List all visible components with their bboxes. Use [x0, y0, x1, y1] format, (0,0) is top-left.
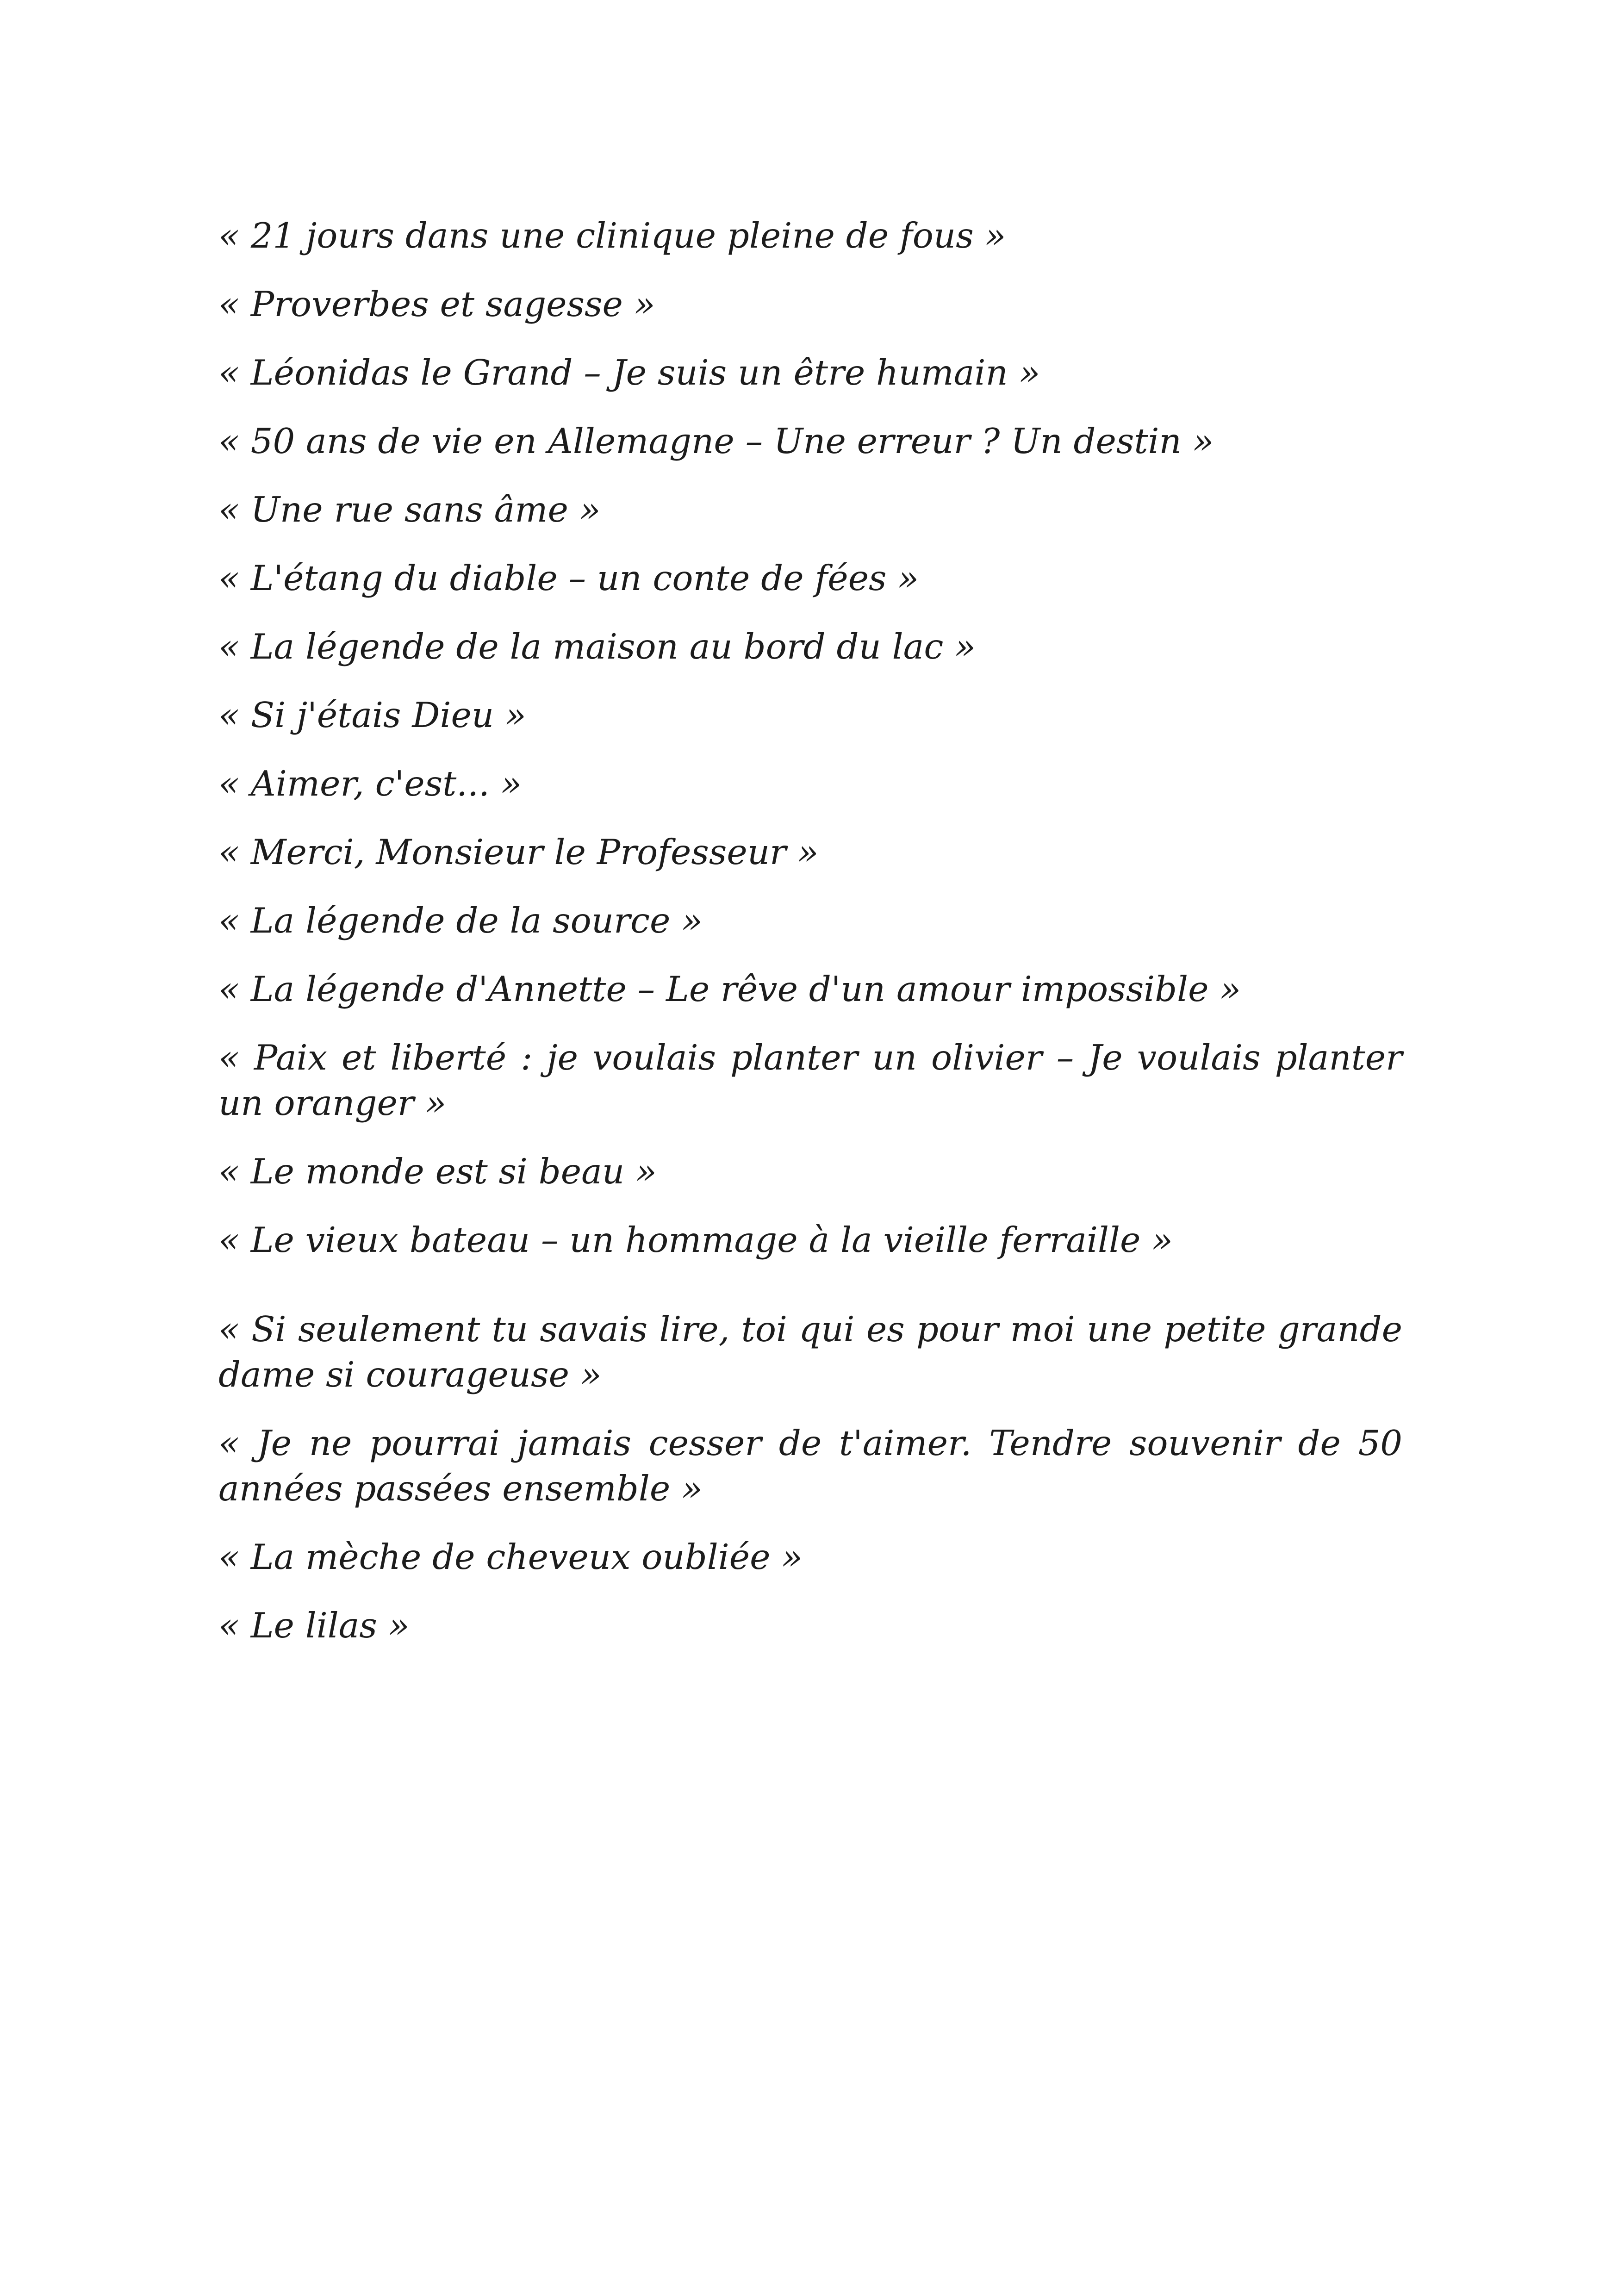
list-item: « Une rue sans âme »: [218, 489, 601, 530]
list-item: « Merci, Monsieur le Professeur »: [218, 832, 819, 872]
list-item: « Si seulement tu savais lire, toi qui es pour moi une petite grande dame si courageuse »: [218, 1309, 1402, 1395]
list-item: « Je ne pourrai jamais cesser de t'aimer. Tendre souvenir de 50 années passées ensemble »: [218, 1423, 1402, 1509]
list-item: « Le lilas »: [218, 1605, 410, 1646]
list-item: « Aimer, c'est... »: [218, 763, 522, 804]
list-item: « Le monde est si beau »: [218, 1151, 657, 1192]
list-item: « Le vieux bateau – un hommage à la vieille ferraille »: [218, 1220, 1173, 1260]
list-item: « 50 ans de vie en Allemagne – Une erreur ? Un destin »: [218, 421, 1214, 461]
list-item: « 21 jours dans une clinique pleine de fous »: [218, 215, 1006, 256]
list-item: « Si j'étais Dieu »: [218, 695, 526, 735]
title-list: [218, 213, 1402, 1671]
list-item: « L'étang du diable – un conte de fées »: [218, 558, 919, 598]
list-item: « La légende de la source »: [218, 900, 703, 941]
list-item: « Proverbes et sagesse »: [218, 284, 655, 324]
list-item: « Paix et liberté : je voulais planter un olivier – Je voulais planter un oranger »: [218, 1037, 1402, 1123]
list-item: « La légende d'Annette – Le rêve d'un amour impossible »: [218, 969, 1241, 1009]
list-item: « Léonidas le Grand – Je suis un être humain »: [218, 352, 1040, 393]
list-item: « La mèche de cheveux oubliée »: [218, 1537, 803, 1577]
list-item: « La légende de la maison au bord du lac »: [218, 626, 976, 667]
